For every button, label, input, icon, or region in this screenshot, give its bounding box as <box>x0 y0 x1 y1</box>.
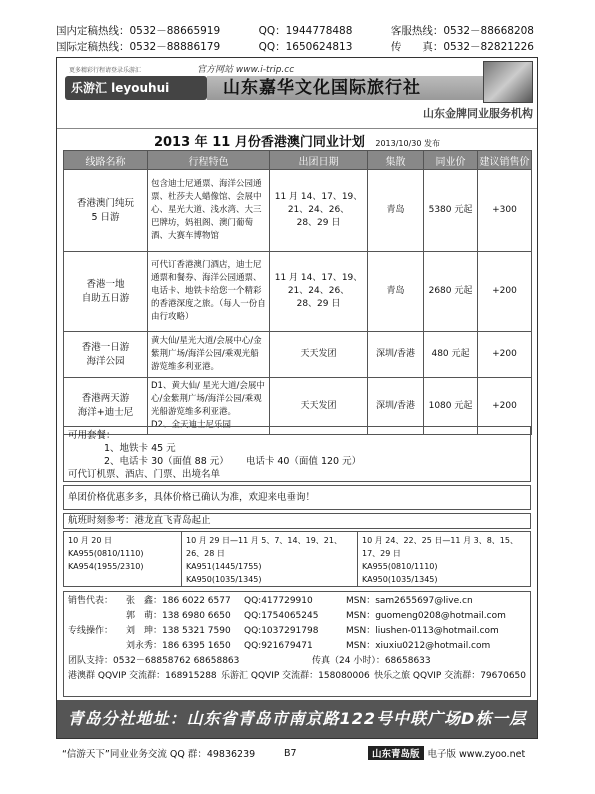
route-price: 1080 元起 <box>424 378 478 435</box>
contact-qq: QQ:921679471 <box>244 641 313 651</box>
route-hub: 深圳/香港 <box>368 332 424 378</box>
group-support: 团队支持：0532－68858762 68658863 <box>68 656 240 666</box>
route-dates: 11 月 14、17、19、 21、24、26、 28、29 日 <box>270 252 368 332</box>
route-features: 可代订香港澳门酒店，迪士尼通票和餐券、海洋公园通票、电话卡、地铁卡给您一个精彩的香港深度之旅。（每人一份自由行攻略） <box>148 252 270 332</box>
domestic-qq: QQ：1944778488 <box>258 25 353 37</box>
route-hub: 深圳/香港 <box>368 378 424 435</box>
contact-phone: 138 5321 7590 <box>162 626 231 636</box>
header-route: 线路名称 <box>64 151 148 170</box>
header-retail: 建议销售价 <box>478 151 532 170</box>
header-price: 同业价 <box>424 151 478 170</box>
route-dates: 天天发团 <box>270 378 368 435</box>
flight-code: KA955(0810/1110) <box>68 549 144 558</box>
group-support-row <box>68 654 526 669</box>
contact-name: 刘 珅： <box>126 626 163 636</box>
flight-col <box>358 532 530 586</box>
branch-address: 青岛分社地址：山东省青岛市南京路122号中联广场D栋一层 <box>57 700 537 738</box>
banner-website: 官方网站 www.i-trip.cc <box>197 65 295 75</box>
table-row <box>64 252 532 332</box>
hotline-row-1 <box>56 23 534 39</box>
header-features: 行程特色 <box>148 151 270 170</box>
banner-slogan: 更多精彩行程请登录乐游汇 <box>69 67 142 74</box>
qq-group-happy: 快乐之旅 QQVIP 交流群：79670650 <box>374 671 526 681</box>
flight-schedule <box>63 531 531 587</box>
ad-frame <box>56 57 538 739</box>
route-features: 黄大仙/星光大道/会展中心/金紫荆广场/海洋公园/乘观光船游览维多利亚港。 <box>148 332 270 378</box>
fax-24h: 传真（24 小时）：68658633 <box>312 656 431 666</box>
flight-col <box>64 532 182 586</box>
discount-note: 单团价格优惠多多，具体价格已确认为准，欢迎来电垂询！ <box>63 485 531 510</box>
route-name: 香港一地 自助五日游 <box>64 252 148 332</box>
contact-phone: 138 6980 6650 <box>162 611 231 621</box>
option-phone-card-40: 电话卡 40（面值 120 元） <box>245 456 362 467</box>
contact-list <box>63 591 531 697</box>
tour-table <box>63 150 532 435</box>
agency-name: 山东嘉华文化国际旅行社 <box>207 76 489 100</box>
package-options <box>63 426 531 482</box>
route-retail: +200 <box>478 378 532 435</box>
route-name: 香港澳门纯玩 5 日游 <box>64 170 148 252</box>
footer-qq-group: “信游天下”同业业务交流 QQ 群：49836239 <box>62 749 256 760</box>
qq-groups-row <box>68 669 526 684</box>
route-price: 2680 元起 <box>424 252 478 332</box>
contact-role: 销售代表： <box>68 596 114 606</box>
plan-title <box>57 131 537 150</box>
page-number: B7 <box>284 747 297 759</box>
option-metro-card: 1、地铁卡 45 元 <box>104 443 176 454</box>
route-name: 香港两天游 海洋+迪士尼 <box>64 378 148 435</box>
flight-date: 10 月 29 日—11 月 5、7、14、19、21、26、28 日 <box>186 536 342 558</box>
header-hub: 集散 <box>368 151 424 170</box>
route-features: 包含迪士尼通票、海洋公园通票、杜莎夫人蜡像馆、会展中心、星光大道、浅水湾、大三巴牌坊，妈祖阁、澳门葡萄酒、大赛车博物馆 <box>148 170 270 252</box>
flight-col <box>182 532 358 586</box>
leyouhui-logo: 乐游汇 leyouhui <box>65 76 207 100</box>
footer-website: 电子版 www.zyoo.net <box>427 749 526 760</box>
contact-phone: 186 6022 6577 <box>162 596 231 606</box>
domestic-hotline: 国内定稿热线：0532－88665919 <box>56 25 221 37</box>
paper-edition: 山东青岛版 <box>368 746 424 760</box>
table-header-row <box>64 151 532 170</box>
route-retail: +200 <box>478 332 532 378</box>
route-hub: 青岛 <box>368 170 424 252</box>
contact-row <box>68 594 526 609</box>
flight-code: KA954(1955/2310) <box>68 562 144 571</box>
flight-date: 10 月 24、22、25 日—11 月 3、8、15、17、29 日 <box>362 536 518 558</box>
publish-date: 2013/10/30 发布 <box>375 139 441 148</box>
table-row <box>64 332 532 378</box>
table-row <box>64 170 532 252</box>
route-dates: 11 月 14、17、19、 21、24、26、 28、29 日 <box>270 170 368 252</box>
contact-name: 郭 萌： <box>126 611 163 621</box>
contact-msn: MSN：xiuxiu0212@hotmail.com <box>346 641 491 651</box>
flight-code: KA950(1035/1345) <box>362 575 438 584</box>
qq-group-leyouhui: 乐游汇 QQVIP 交流群：158080006 <box>221 671 370 681</box>
plan-title-text: 2013 年 11 月份香港澳门同业计划 <box>153 135 365 150</box>
flight-code: KA950(1035/1345) <box>186 575 262 584</box>
option-phone-card-30: 2、电话卡 30（面值 88 元） <box>104 456 229 467</box>
route-retail: +200 <box>478 252 532 332</box>
contact-name: 刘永秀： <box>126 641 163 651</box>
option-booking: 可代订机票、酒店、门票、出境名单 <box>68 469 221 480</box>
banner-photo <box>483 61 533 103</box>
contact-qq: QQ:1037291798 <box>244 626 319 636</box>
flight-code: KA955(0810/1110) <box>362 562 438 571</box>
agency-banner <box>57 58 537 129</box>
contact-name: 张 鑫： <box>126 596 163 606</box>
header-hotlines <box>56 23 534 55</box>
option-phone-card <box>68 455 526 468</box>
route-price: 5380 元起 <box>424 170 478 252</box>
page-footer <box>62 746 532 760</box>
contact-row <box>68 624 526 639</box>
route-retail: +300 <box>478 170 532 252</box>
route-features: D1、黄大仙/ 星光大道/会展中心/金紫荆广场/海洋公园/乘观光船游览维多利亚港。 D2、全天迪士尼乐园 <box>148 378 270 435</box>
intl-hotline: 国际定稿热线：0532－88886179 <box>56 41 221 53</box>
contact-role: 专线操作： <box>68 626 114 636</box>
fax-number: 传 真：0532－82821226 <box>390 41 534 53</box>
qq-group-hkmo: 港澳群 QQVIP 交流群：168915288 <box>68 671 217 681</box>
contact-msn: MSN：liushen-0113@hotmail.com <box>346 626 499 636</box>
contact-qq: QQ:1754065245 <box>244 611 319 621</box>
hotline-row-2 <box>56 39 534 55</box>
route-name: 香港一日游 海洋公园 <box>64 332 148 378</box>
flight-date: 10 月 20 日 <box>68 536 112 545</box>
contact-role <box>68 609 126 624</box>
flight-code: KA951(1445/1755) <box>186 562 262 571</box>
contact-row <box>68 639 526 654</box>
contact-qq: QQ:417729910 <box>244 596 313 606</box>
header-dates: 出团日期 <box>270 151 368 170</box>
route-price: 480 元起 <box>424 332 478 378</box>
service-hotline: 客服热线：0532－88668208 <box>390 25 534 37</box>
options-title: 可用套餐： <box>68 430 116 441</box>
route-dates: 天天发团 <box>270 332 368 378</box>
agency-subtitle: 山东金牌同业服务机构 <box>423 107 533 120</box>
contact-msn: MSN：guomeng0208@hotmail.com <box>346 611 506 621</box>
contact-phone: 186 6395 1650 <box>162 641 231 651</box>
contact-role <box>68 639 126 654</box>
route-hub: 青岛 <box>368 252 424 332</box>
intl-qq: QQ：1650624813 <box>258 41 353 53</box>
contact-row <box>68 609 526 624</box>
flight-title: 航班时刻参考：港龙直飞青岛起止 <box>63 513 531 529</box>
contact-msn: MSN：sam2655697@live.cn <box>346 596 473 606</box>
